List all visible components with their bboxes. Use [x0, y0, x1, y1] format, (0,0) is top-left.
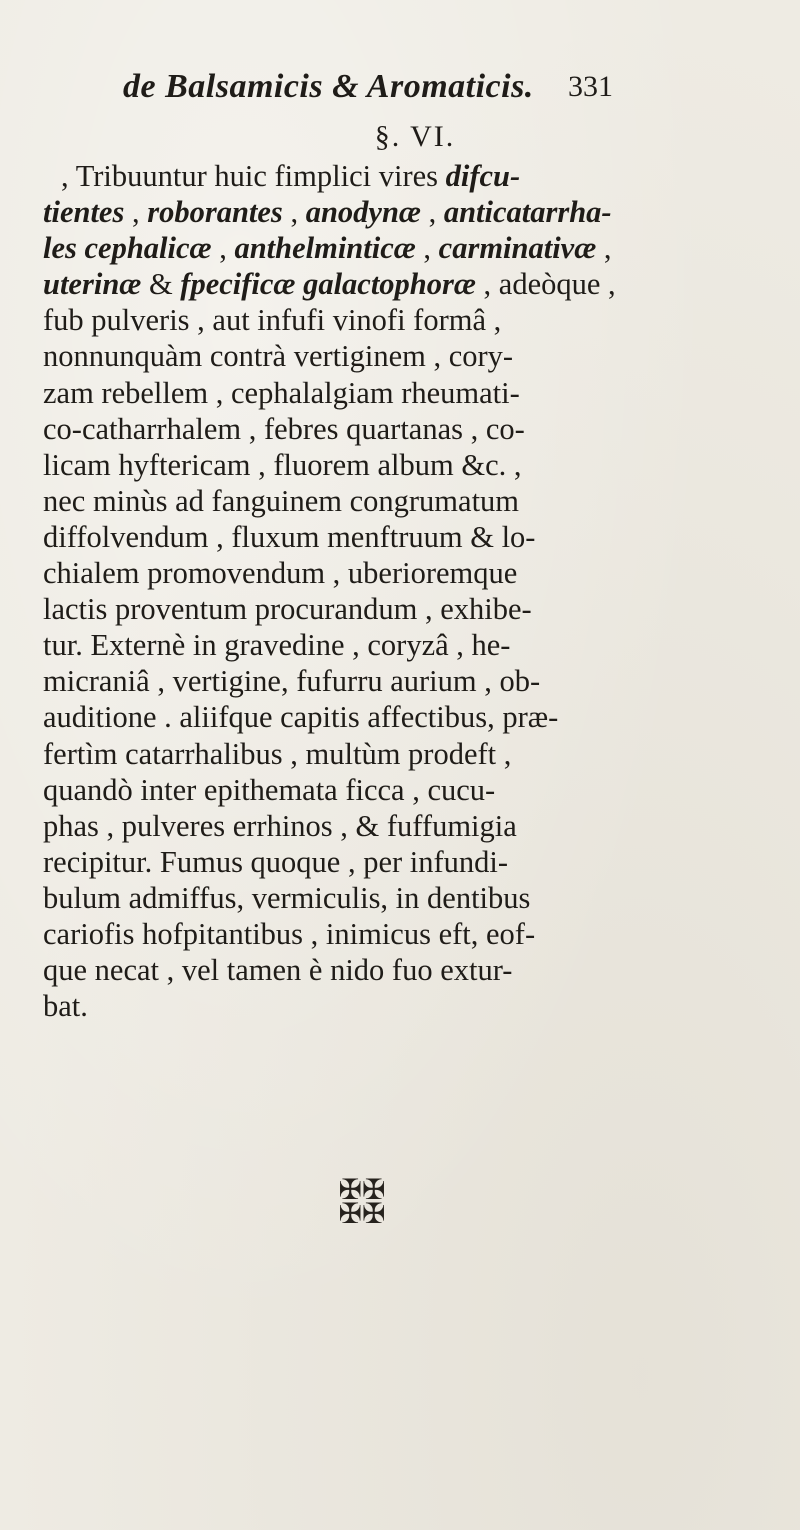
- text-run: nec minùs ad fanguinem congrumatum: [43, 483, 520, 518]
- text-run: diffolvendum , fluxum menftruum & lo-: [43, 519, 536, 554]
- text-line: [43, 808, 765, 844]
- text-run: ,: [282, 195, 306, 230]
- text-run: ,: [596, 231, 612, 266]
- text-line: [43, 375, 765, 411]
- italic-term: les cephalicæ: [43, 231, 212, 266]
- text-run: micraniâ , vertigine, fufurru aurium , ob-: [43, 664, 541, 699]
- text-run: ,: [211, 231, 235, 266]
- text-run: licam hyftericam , fluorem album &c. ,: [43, 447, 522, 482]
- text-line: [43, 736, 765, 772]
- text-run: &: [141, 267, 181, 302]
- italic-term: tientes: [43, 195, 125, 230]
- text-run: cariofis hofpitantibus , inimicus eft, eof-: [43, 916, 536, 951]
- running-title: de Balsamicis & Aromaticis.: [123, 68, 534, 105]
- text-line: [43, 158, 765, 194]
- text-run: ,: [124, 195, 148, 230]
- italic-term: carminativæ: [438, 231, 597, 266]
- text-run: zam rebellem , cephalalgiam rheumati-: [43, 375, 520, 410]
- text-run: chialem promovendum , uberioremque: [43, 556, 518, 591]
- text-run: co-catharrhalem , febres quartanas , co-: [43, 411, 525, 446]
- italic-term: roborantes: [147, 195, 283, 230]
- text-line: [43, 591, 765, 627]
- text-run: fertìm catarrhalibus , multùm prodeft ,: [43, 736, 512, 771]
- text-run: bulum admiffus, vermiculis, in dentibus: [43, 880, 531, 915]
- text-run: lactis proventum procurandum , exhibe-: [43, 592, 532, 627]
- text-run: phas , pulveres errhinos , & fuffumigia: [43, 808, 517, 843]
- text-run: , Tribuuntur huic fimplici vires: [61, 159, 446, 193]
- text-run: ,: [420, 195, 444, 230]
- text-line: [43, 844, 765, 880]
- text-line: [43, 772, 765, 808]
- text-run: ,: [415, 231, 439, 266]
- ornament-glyph-top: ✠✠: [338, 1173, 386, 1206]
- tailpiece-ornament: [334, 1173, 390, 1230]
- text-run: fub pulveris , aut infufi vinofi formâ ,: [43, 303, 502, 338]
- ornament-glyph-bottom: ✠✠: [338, 1197, 386, 1230]
- text-run: tur. Externè in gravedine , coryzâ , he-: [43, 628, 511, 663]
- text-run: auditione . aliifque capitis affectibus, præ-: [43, 700, 559, 735]
- text-run: que necat , vel tamen è nido fuo extur-: [43, 953, 513, 988]
- text-line: [43, 880, 765, 916]
- italic-term: anodynæ: [305, 195, 421, 230]
- section-heading: §. VI.: [374, 120, 456, 153]
- running-head: [0, 68, 800, 108]
- italic-term: fpecificæ galactophoræ: [180, 267, 476, 302]
- text-line: [43, 952, 765, 988]
- text-line: [43, 663, 765, 699]
- text-line: [43, 483, 765, 519]
- italic-term: anticatarrha-: [443, 195, 612, 230]
- text-line: [43, 699, 765, 735]
- text-line: [43, 447, 765, 483]
- text-line: [43, 627, 765, 663]
- text-line: [43, 519, 765, 555]
- text-line: [43, 338, 765, 374]
- text-line: [43, 302, 765, 338]
- text-line: [43, 194, 765, 230]
- italic-term: anthelminticæ: [234, 231, 416, 266]
- text-run: bat.: [43, 989, 88, 1024]
- text-run: , adeòque ,: [475, 267, 616, 302]
- italic-term: uterinæ: [43, 267, 142, 302]
- text-line: [43, 988, 765, 1024]
- italic-term: difcu-: [445, 159, 521, 193]
- text-line: [43, 916, 765, 952]
- paragraph: [43, 158, 765, 1024]
- page-number: 331: [568, 70, 613, 103]
- text-run: nonnunquàm contrà vertiginem , cory-: [43, 339, 514, 374]
- text-line: [43, 230, 765, 266]
- text-run: quandò inter epithemata ficca , cucu-: [43, 772, 496, 807]
- text-line: [43, 411, 765, 447]
- text-line: [43, 555, 765, 591]
- text-run: recipitur. Fumus quoque , per infundi-: [43, 844, 509, 879]
- text-line: [43, 266, 765, 302]
